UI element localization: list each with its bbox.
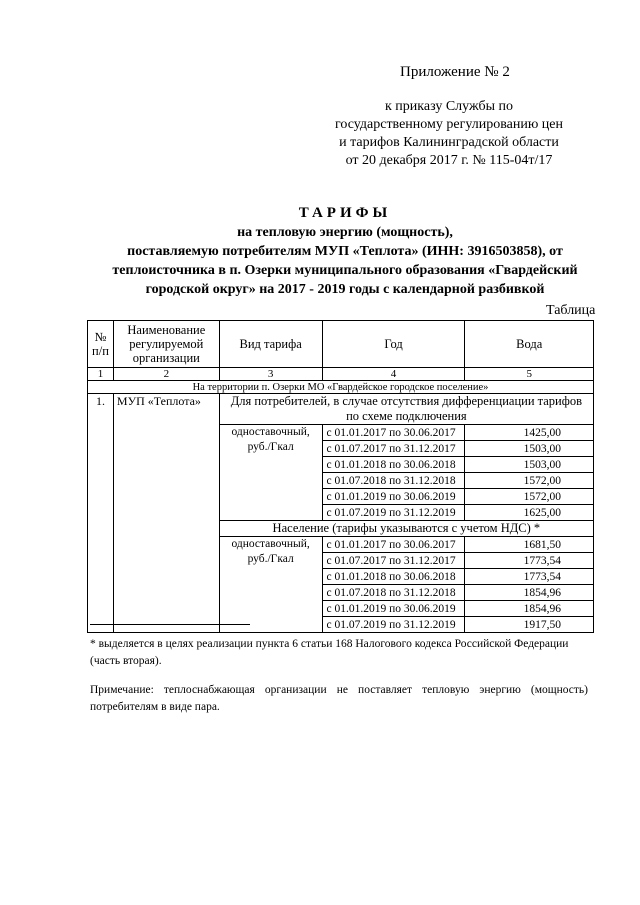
row-number: 1. <box>88 394 114 633</box>
footnote-divider <box>90 624 250 625</box>
value-cell: 1854,96 <box>465 585 594 601</box>
order-line: от 20 декабря 2017 г. № 115-04т/17 <box>345 153 553 168</box>
order-line: государственному регулированию цен <box>335 117 563 132</box>
period-cell: с 01.01.2017 по 30.06.2017 <box>322 425 465 441</box>
tariff-table <box>87 320 594 633</box>
header-cell: Вид тарифа <box>219 321 322 368</box>
value-cell: 1681,50 <box>465 537 594 553</box>
title-line: на тепловую энергию (мощность), <box>237 225 453 240</box>
territory-cell: На территории п. Озерки МО «Гвардейское городское поселение» <box>88 381 594 394</box>
period-cell: с 01.07.2018 по 31.12.2018 <box>322 473 465 489</box>
header-cell: Вода <box>465 321 594 368</box>
period-cell: с 01.01.2018 по 30.06.2018 <box>322 457 465 473</box>
title-heading: ТАРИФЫ <box>298 205 392 221</box>
title-line: поставляемую потребителям МУП «Теплота» (ИНН: 3916503858), от <box>127 244 563 259</box>
appendix-label: Приложение № 2 <box>400 64 510 80</box>
header-cell: № п/п <box>88 321 114 368</box>
title-line: теплоисточника в п. Озерки муниципального образования «Гвардейский <box>112 263 578 278</box>
value-cell: 1854,96 <box>465 601 594 617</box>
order-line: и тарифов Калининградской области <box>339 135 559 150</box>
period-cell: с 01.07.2017 по 31.12.2017 <box>322 553 465 569</box>
period-cell: с 01.07.2018 по 31.12.2018 <box>322 585 465 601</box>
document-title <box>90 204 600 299</box>
footnote: * выделяется в целях реализации пункта 6 статьи 168 Налогового кодекса Российской Федерации (часть вторая). <box>90 638 569 667</box>
period-cell: с 01.07.2019 по 31.12.2019 <box>322 617 465 633</box>
group-label-row <box>88 394 594 425</box>
value-cell: 1773,54 <box>465 553 594 569</box>
title-line: городской округ» на 2017 - 2019 годы с календарной разбивкой <box>145 282 545 297</box>
value-cell: 1503,00 <box>465 457 594 473</box>
value-cell: 1917,50 <box>465 617 594 633</box>
header-cell: Год <box>322 321 465 368</box>
header-cell: Наименование регулируемой организации <box>113 321 219 368</box>
tariff-type: одноставочный, руб./Гкал <box>219 425 322 521</box>
table-caption: Таблица <box>546 303 596 318</box>
order-line: к приказу Службы по <box>385 99 513 114</box>
value-cell: 1503,00 <box>465 441 594 457</box>
value-cell: 1773,54 <box>465 569 594 585</box>
column-number: 4 <box>322 368 465 381</box>
column-number: 5 <box>465 368 594 381</box>
period-cell: с 01.01.2019 по 30.06.2019 <box>322 601 465 617</box>
period-cell: с 01.01.2019 по 30.06.2019 <box>322 489 465 505</box>
order-reference <box>318 98 580 170</box>
value-cell: 1425,00 <box>465 425 594 441</box>
value-cell: 1625,00 <box>465 505 594 521</box>
group-label: Население (тарифы указываются с учетом НДС) * <box>219 521 593 537</box>
table-header-row <box>88 321 594 368</box>
column-number-row <box>88 368 594 381</box>
organization-name: МУП «Теплота» <box>113 394 219 633</box>
column-number: 2 <box>113 368 219 381</box>
group-label: Для потребителей, в случае отсутствия дифференциации тарифов по схеме подключения <box>219 394 593 425</box>
period-cell: с 01.07.2017 по 31.12.2017 <box>322 441 465 457</box>
territory-row <box>88 381 594 394</box>
value-cell: 1572,00 <box>465 473 594 489</box>
period-cell: с 01.07.2019 по 31.12.2019 <box>322 505 465 521</box>
value-cell: 1572,00 <box>465 489 594 505</box>
column-number: 3 <box>219 368 322 381</box>
note: Примечание: теплоснабжающая организации не поставляет тепловую энергию (мощность) потребителям в виде пара. <box>90 684 588 713</box>
period-cell: с 01.01.2017 по 30.06.2017 <box>322 537 465 553</box>
period-cell: с 01.01.2018 по 30.06.2018 <box>322 569 465 585</box>
tariff-type: одноставочный, руб./Гкал <box>219 537 322 633</box>
column-number: 1 <box>88 368 114 381</box>
